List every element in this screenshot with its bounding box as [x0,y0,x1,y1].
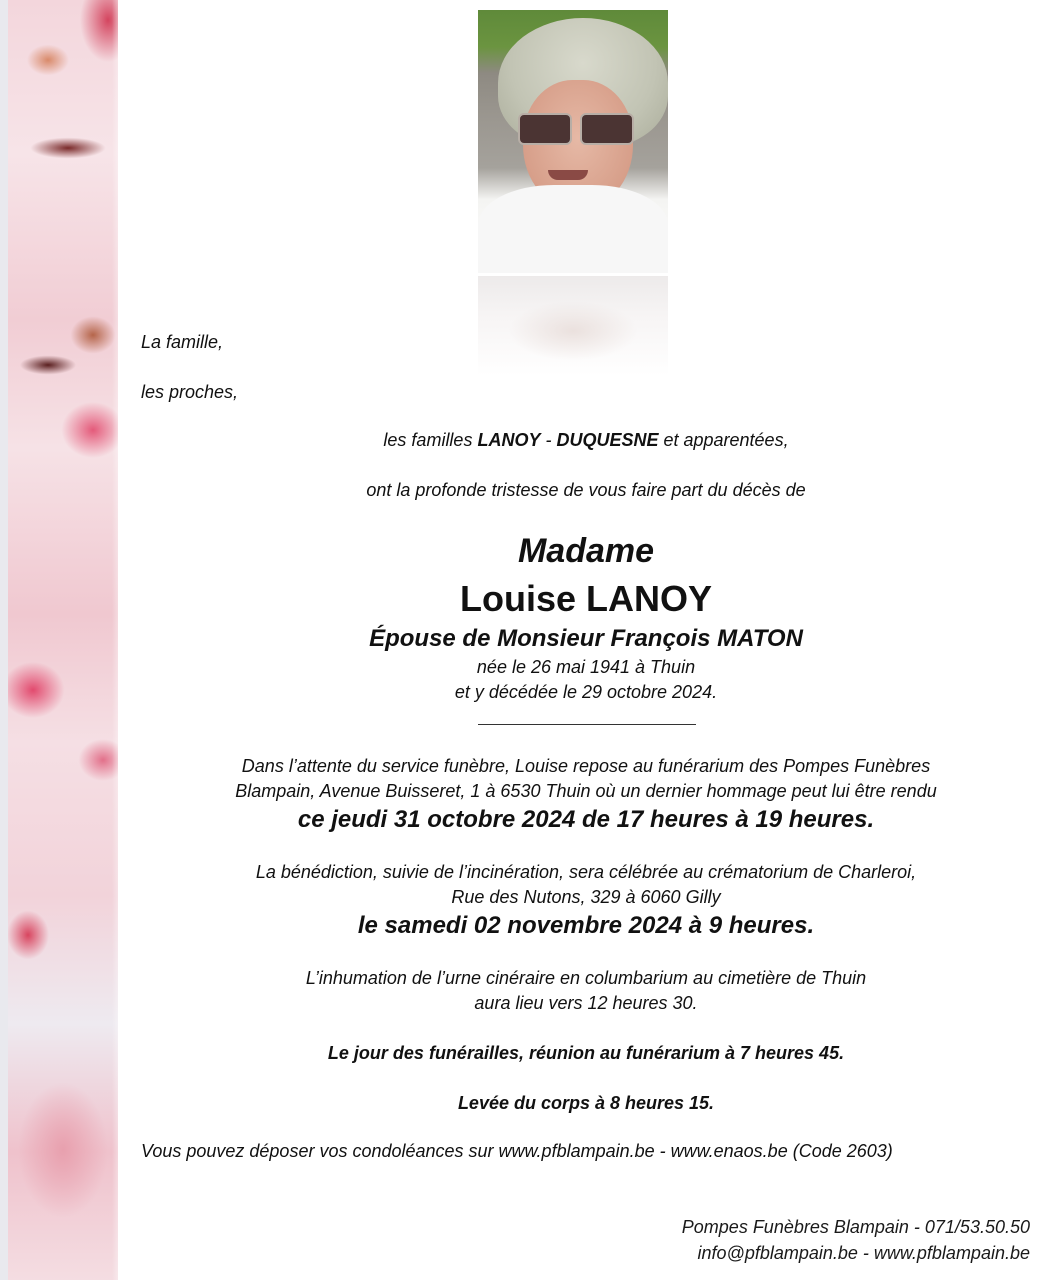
burial-line-1: L’inhumation de l’urne cinéraire en columbarium au cimetière de Thuin [305,968,867,988]
families-suffix: et apparentées, [658,430,789,450]
ceremony-line-1: La bénédiction, suivie de l’incinération, sera célébrée au crématorium de Charleroi, [255,862,917,882]
photo-glasses [518,113,636,143]
funeral-home-email-web: info@pfblampain.be - www.pfblampain.be [697,1243,1030,1263]
visitation-line-1: Dans l’attente du service funèbre, Louise repose au funérarium des Pompes Funèbres [241,756,931,776]
deceased-born: née le 26 mai 1941 à Thuin [476,657,696,677]
departure-info: Levée du corps à 8 heures 15. [457,1093,715,1113]
intro-families [118,428,1054,453]
ceremony-when: le samedi 02 novembre 2024 à 9 heures. [357,912,815,939]
photo-reflection [478,276,668,376]
families-separator: - [540,430,557,450]
portrait-photo [478,10,668,273]
deceased-title: Madame [517,532,655,570]
deceased-died: et y décédée le 29 octobre 2024. [454,682,718,702]
family-name-1: LANOY [477,430,541,450]
cherry-blossom-border-image [8,0,118,1280]
visitation-when: ce jeudi 31 octobre 2024 de 17 heures à 19 heures. [297,806,875,833]
meeting-info: Le jour des funérailles, réunion au funérarium à 7 heures 45. [327,1043,845,1063]
page-edge [0,0,8,1280]
announcement: ont la profonde tristesse de vous faire part du décès de [366,480,806,500]
burial-line-2: aura lieu vers 12 heures 30. [474,993,698,1013]
ceremony-line-2: Rue des Nutons, 329 à 6060 Gilly [451,887,721,907]
separator-line [478,724,696,725]
photo-smile [548,170,588,180]
visitation-line-2: Blampain, Avenue Buisseret, 1 à 6530 Thuin où un dernier hommage peut lui être rendu [235,781,937,801]
deceased-name: Louise LANOY [459,578,713,619]
funeral-home-contact [682,1214,1030,1266]
condolences-info: Vous pouvez déposer vos condoléances sur www.pfblampain.be - www.enaos.be (Code 2603) [141,1141,893,1161]
family-name-2: DUQUESNE [556,430,659,450]
photo-shirt [478,185,668,273]
families-prefix: les familles [383,430,478,450]
intro-relatives: les proches, [141,382,239,402]
funeral-home-name-phone: Pompes Funèbres Blampain - 071/53.50.50 [681,1217,1030,1237]
intro-family: La famille, [141,332,224,352]
deceased-spouse: Épouse de Monsieur François MATON [369,625,803,652]
